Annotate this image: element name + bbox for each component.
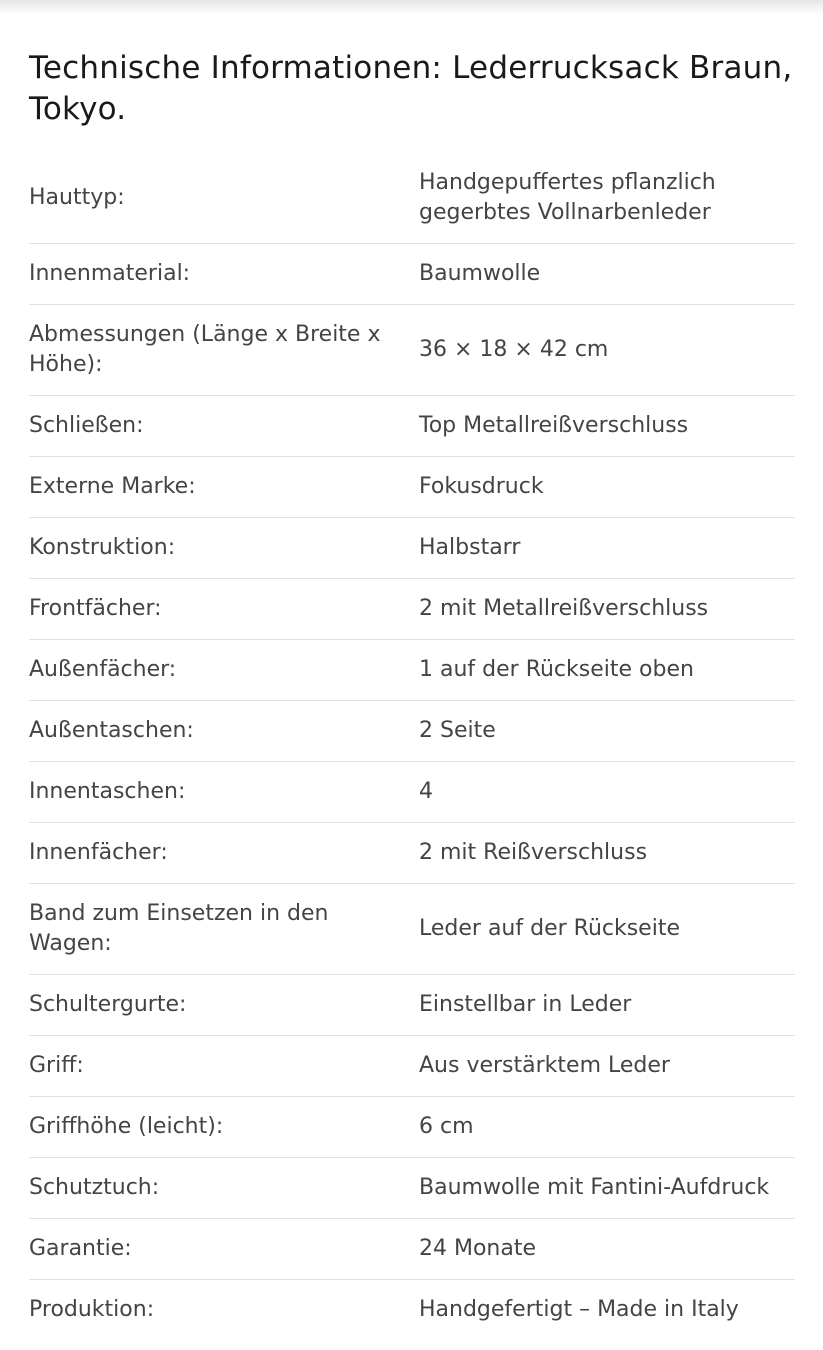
table-row bbox=[29, 396, 795, 457]
technical-info-section bbox=[29, 48, 795, 1340]
spec-label: Außenfächer: bbox=[29, 657, 177, 682]
spec-label: Außentaschen: bbox=[29, 718, 194, 743]
spec-value: Halbstarr bbox=[419, 535, 521, 560]
spec-label: Innentaschen: bbox=[29, 779, 186, 804]
spec-value: Leder auf der Rückseite bbox=[419, 916, 680, 941]
spec-value: Baumwolle mit Fantini-Aufdruck bbox=[419, 1175, 770, 1200]
table-row bbox=[29, 884, 795, 975]
spec-label: Garantie: bbox=[29, 1236, 132, 1261]
specs-table bbox=[29, 153, 795, 1340]
table-row bbox=[29, 457, 795, 518]
spec-label: Abmessungen (Länge x Breite x Höhe): bbox=[29, 322, 381, 377]
spec-value: 36 × 18 × 42 cm bbox=[419, 337, 609, 362]
table-row bbox=[29, 1036, 795, 1097]
header-shadow bbox=[0, 0, 823, 14]
table-row bbox=[29, 1219, 795, 1280]
spec-value: Baumwolle bbox=[419, 261, 541, 286]
spec-value: 4 bbox=[419, 779, 433, 804]
table-row bbox=[29, 305, 795, 396]
spec-value: 6 cm bbox=[419, 1114, 474, 1139]
spec-value: Einstellbar in Leder bbox=[419, 992, 632, 1017]
table-row bbox=[29, 640, 795, 701]
table-row bbox=[29, 1280, 795, 1341]
spec-label: Konstruktion: bbox=[29, 535, 176, 560]
spec-label: Innenfächer: bbox=[29, 840, 168, 865]
spec-label: Schließen: bbox=[29, 413, 144, 438]
spec-value: Top Metallreißverschluss bbox=[419, 413, 689, 438]
table-row bbox=[29, 579, 795, 640]
spec-value: Fokusdruck bbox=[419, 474, 544, 499]
table-row bbox=[29, 153, 795, 244]
table-row bbox=[29, 1158, 795, 1219]
spec-label: Griffhöhe (leicht): bbox=[29, 1114, 224, 1139]
spec-value: 24 Monate bbox=[419, 1236, 537, 1261]
table-row bbox=[29, 244, 795, 305]
spec-label: Schultergurte: bbox=[29, 992, 187, 1017]
spec-value: 2 mit Reißverschluss bbox=[419, 840, 648, 865]
table-row bbox=[29, 518, 795, 579]
table-row bbox=[29, 762, 795, 823]
spec-value: 1 auf der Rückseite oben bbox=[419, 657, 694, 682]
spec-label: Schutztuch: bbox=[29, 1175, 160, 1200]
spec-label: Externe Marke: bbox=[29, 474, 196, 499]
table-row bbox=[29, 1097, 795, 1158]
spec-label: Innenmaterial: bbox=[29, 261, 191, 286]
spec-value: Handgefertigt – Made in Italy bbox=[419, 1297, 739, 1322]
spec-label: Produktion: bbox=[29, 1297, 155, 1322]
table-row bbox=[29, 701, 795, 762]
spec-value: Aus verstärktem Leder bbox=[419, 1053, 670, 1078]
spec-value: Handgepuffertes pflanzlich gegerbtes Vollnarbenleder bbox=[419, 170, 716, 225]
spec-label: Frontfächer: bbox=[29, 596, 162, 621]
spec-label: Griff: bbox=[29, 1053, 84, 1078]
spec-label: Band zum Einsetzen in den Wagen: bbox=[29, 901, 329, 956]
spec-value: 2 mit Metallreißverschluss bbox=[419, 596, 709, 621]
page-title: Technische Informationen: Lederrucksack Braun, Tokyo. bbox=[29, 50, 793, 127]
spec-label: Hauttyp: bbox=[29, 185, 125, 210]
table-row bbox=[29, 823, 795, 884]
spec-value: 2 Seite bbox=[419, 718, 496, 743]
table-row bbox=[29, 975, 795, 1036]
